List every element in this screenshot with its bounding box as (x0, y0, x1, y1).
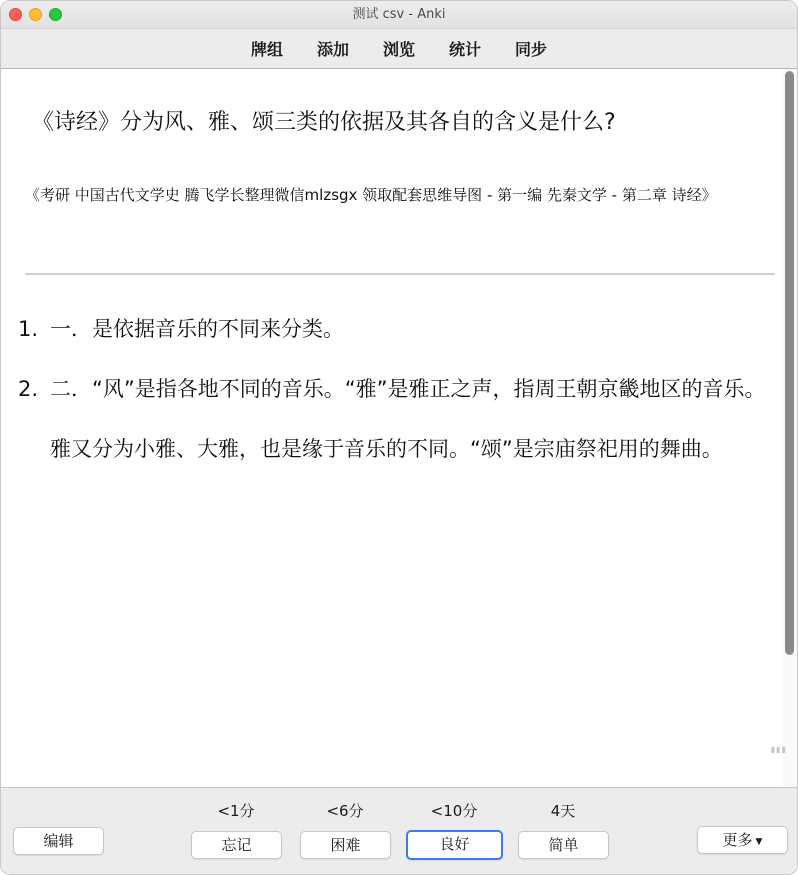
answer-text: 二．“风”是指各地不同的音乐。“雅”是雅正之声，指周王朝京畿地区的音乐。雅又分为小雅、大雅，也是缘于音乐的不同。“颂”是宗庙祭祀用的舞曲。 (50, 377, 766, 461)
answer-item (1, 299, 776, 359)
again-button[interactable]: 忘记 (191, 831, 282, 859)
answer-list (1, 299, 776, 479)
scrollbar-thumb[interactable] (785, 71, 794, 655)
more-button-label: 更多 (722, 831, 753, 849)
answer-item (1, 359, 776, 479)
hard-button[interactable]: 困难 (300, 831, 391, 859)
card-source: 《考研 中国古代文学史 腾飞学长整理微信mlzsgx 领取配套思维导图 - 第一编 先秦文学 - 第二章 诗经》 (25, 186, 717, 204)
again-interval: <1分 (217, 802, 255, 820)
more-button[interactable] (697, 826, 788, 854)
card-content (1, 69, 784, 787)
review-bottom-bar (1, 787, 797, 875)
main-toolbar (1, 29, 797, 69)
answer-divider (25, 273, 775, 275)
good-button[interactable]: 良好 (406, 830, 503, 860)
toolbar-browse-link[interactable]: 浏览 (382, 40, 415, 59)
easy-interval: 4天 (550, 802, 576, 820)
toolbar-add-link[interactable]: 添加 (316, 40, 349, 59)
good-interval: <10分 (430, 802, 478, 820)
window-title: 测试 csv - Anki (352, 7, 446, 22)
edit-button[interactable]: 编辑 (13, 827, 104, 855)
resize-grip-icon[interactable]: ▮▮▮ (770, 745, 787, 754)
title-bar (1, 1, 797, 29)
toolbar-sync-link[interactable]: 同步 (515, 40, 548, 59)
answer-text: 一．是依据音乐的不同来分类。 (50, 317, 344, 341)
card-question: 《诗经》分为风、雅、颂三类的依据及其各自的含义是什么? (32, 110, 616, 135)
hard-interval: <6分 (326, 802, 364, 820)
answer-number: 1. (18, 317, 39, 341)
triangle-down-icon: ▼ (755, 837, 763, 847)
easy-button[interactable]: 简单 (518, 831, 609, 859)
vertical-scrollbar[interactable] (782, 69, 797, 787)
toolbar-decks-link[interactable]: 牌组 (250, 40, 283, 59)
answer-number: 2. (18, 377, 39, 401)
toolbar-stats-link[interactable]: 统计 (449, 40, 482, 59)
